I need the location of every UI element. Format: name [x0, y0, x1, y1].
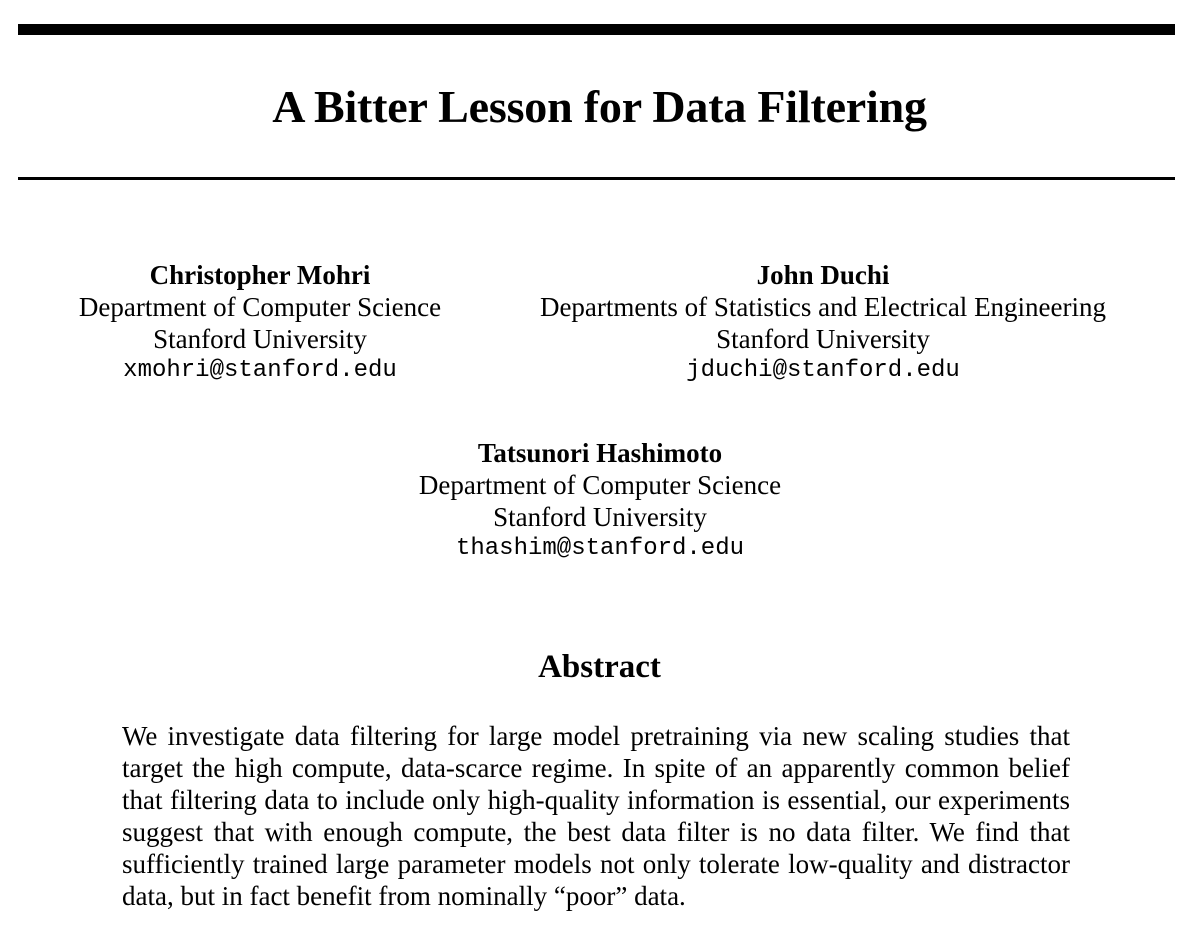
author-affiliation: Department of Computer Science	[418, 470, 782, 500]
author-affiliation: Department of Computer Science	[78, 292, 442, 322]
author-name: John Duchi	[756, 260, 890, 290]
author-email: thashim@stanford.edu	[455, 535, 745, 562]
top-rule	[18, 24, 1175, 35]
author-university: Stanford University	[716, 324, 930, 354]
paper-title: A Bitter Lesson for Data Filtering	[272, 81, 927, 132]
author-block	[500, 259, 1146, 387]
author-block	[300, 437, 900, 565]
author-university: Stanford University	[153, 324, 367, 354]
author-university: Stanford University	[493, 502, 707, 532]
author-block	[40, 259, 480, 387]
abstract-text: We investigate data filtering for large model pretraining via new scaling studies that target the high compute, data-scarce regime. In spite of an apparently common belief that filtering data to include only high-quality information is essential, our experiments suggest that with enough compute, the best data filter is no data filter. We find that sufficiently trained large parameter models not only tolerate low-quality and distractor data, but in fact benefit from nominally “poor” data.	[122, 721, 1070, 911]
author-name: Christopher Mohri	[149, 260, 371, 290]
author-email: xmohri@stanford.edu	[123, 357, 397, 384]
author-affiliation: Departments of Statistics and Electrical Engineering	[539, 292, 1107, 322]
author-name: Tatsunori Hashimoto	[477, 438, 723, 468]
abstract-heading: Abstract	[538, 649, 661, 685]
author-email: jduchi@stanford.edu	[686, 357, 960, 384]
title-bottom-rule	[18, 177, 1175, 180]
